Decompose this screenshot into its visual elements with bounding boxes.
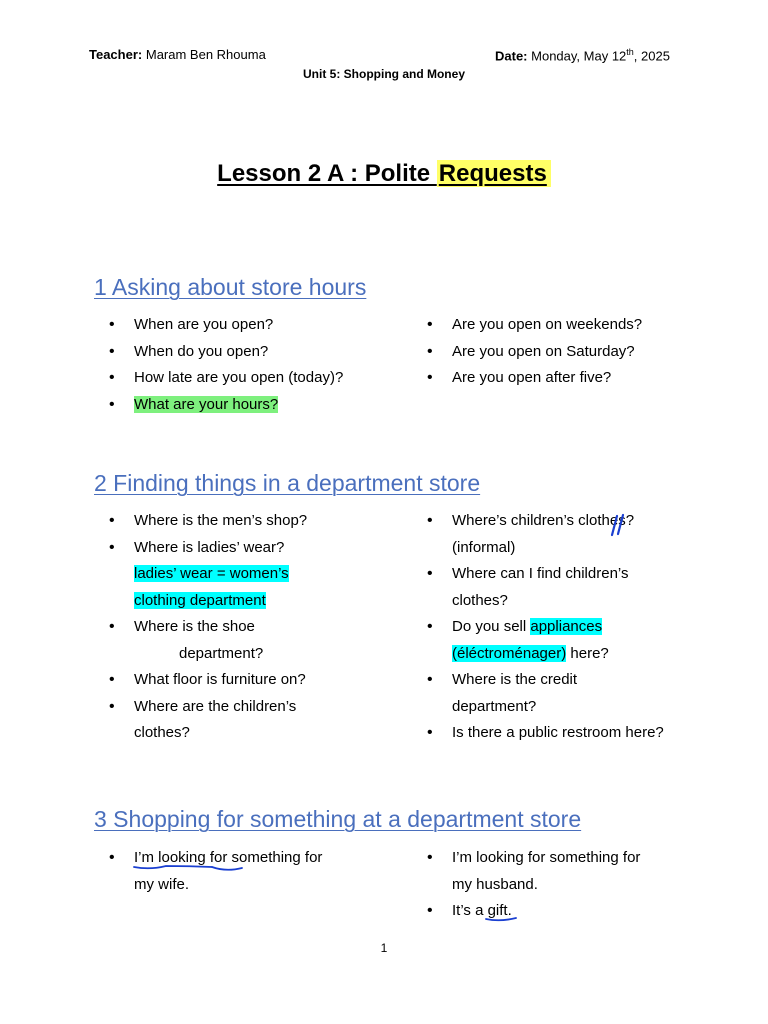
list-item: • Where is the men’s shop?	[96, 508, 307, 535]
list-item-text: Do you sell	[452, 618, 531, 635]
section-3-heading: 3 Shopping for something at a department store	[94, 806, 582, 832]
date-line	[495, 47, 670, 63]
teacher-name: Maram Ben Rhouma	[145, 47, 266, 62]
date-label: Date:	[495, 48, 528, 64]
list-item: • What floor is furniture on?	[96, 667, 307, 694]
list-item: • It’s a gift.	[414, 898, 640, 925]
teacher-label: Teacher:	[89, 47, 143, 62]
list-item-text: here?	[566, 644, 609, 662]
teacher-line	[89, 47, 266, 62]
list-item: • How late are you open (today)?	[96, 365, 343, 392]
list-item-continuation: department?	[179, 644, 264, 662]
list-item: • Where can I find children’s	[414, 561, 664, 588]
highlighted-text: (éléctroménager)	[452, 644, 567, 662]
list-item	[96, 392, 343, 419]
lesson-title	[0, 160, 768, 188]
highlighted-text: clothing department	[134, 591, 266, 609]
date-prefix: Monday, May 12	[531, 48, 627, 64]
list-item: • Where are the children’s	[96, 694, 307, 721]
date-sup: th	[626, 47, 634, 57]
list-item: • Are you open on weekends?	[414, 312, 642, 339]
section-2-heading: 2 Finding things in a department store	[94, 470, 481, 496]
list-item: • When do you open?	[96, 339, 343, 366]
lesson-title-main: Lesson 2 A : Polite	[217, 160, 437, 187]
unit-title: Unit 5: Shopping and Money	[303, 67, 465, 81]
list-item	[414, 614, 664, 641]
list-item: • Is there a public restroom here?	[414, 720, 664, 747]
highlighted-text: appliances	[530, 618, 603, 635]
list-item: • When are you open?	[96, 312, 343, 339]
section-3-right-list	[414, 845, 640, 925]
section-1-right-list	[414, 312, 642, 392]
list-item-continuation	[414, 641, 664, 668]
section-3-left-list	[96, 845, 322, 898]
list-item: • I’m looking for something for	[96, 845, 322, 872]
list-item-continuation: (informal)	[452, 538, 516, 556]
date-suffix: , 2025	[633, 48, 670, 64]
highlighted-text: ladies’ wear = women’s	[134, 565, 289, 582]
list-item: • Where’s children’s clothes?	[414, 508, 664, 535]
list-item: • I’m looking for something for	[414, 845, 640, 872]
list-item-note	[96, 588, 307, 615]
section-2-right-list	[414, 508, 664, 747]
lesson-title-highlight: Requests	[437, 160, 551, 187]
list-item: • Are you open after five?	[414, 365, 642, 392]
list-item: • Where is ladies’ wear?	[96, 535, 307, 562]
list-item-note	[96, 561, 307, 588]
list-item-continuation: my husband.	[452, 875, 538, 893]
section-2-left-list	[96, 508, 307, 747]
list-item: • Where is the shoe	[96, 614, 307, 641]
section-1-left-list	[96, 312, 343, 418]
list-item-continuation: clothes?	[452, 591, 508, 609]
list-item-continuation: department?	[452, 697, 537, 715]
highlighted-text: What are your hours?	[134, 395, 279, 413]
page-number: 1	[380, 941, 388, 955]
list-item-continuation: clothes?	[134, 724, 190, 741]
list-item: • Where is the credit	[414, 667, 664, 694]
section-1-heading: 1 Asking about store hours	[94, 274, 367, 300]
list-item: • Are you open on Saturday?	[414, 339, 642, 366]
list-item-continuation: my wife.	[134, 875, 190, 893]
